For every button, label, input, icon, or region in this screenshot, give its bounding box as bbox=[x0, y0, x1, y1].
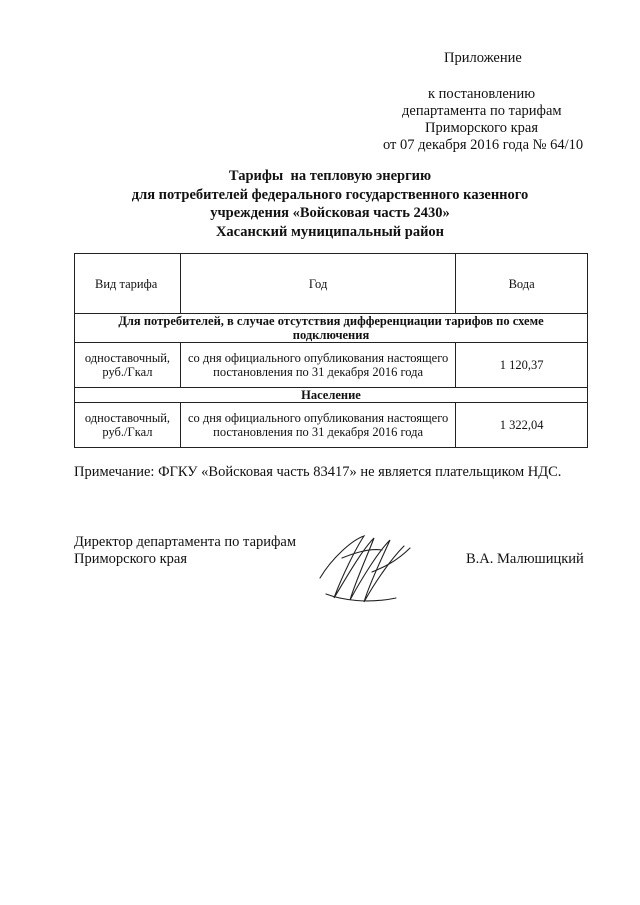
signatory-position-line-1: Директор департамента по тарифам bbox=[74, 534, 297, 550]
title-line-3: учреждения «Войсковая часть 2430» bbox=[210, 205, 450, 221]
header-year: Год bbox=[180, 254, 455, 314]
signatory-position-line-2: Приморского края bbox=[74, 551, 188, 567]
appendix-line-2: к постановлению bbox=[428, 86, 536, 102]
signatory-name: В.А. Малюшицкий bbox=[466, 551, 584, 567]
value-cell: 1 322,04 bbox=[456, 403, 588, 448]
vat-note: Примечание: ФГКУ «Войсковая часть 83417» не является плательщиком НДС. bbox=[74, 464, 562, 480]
appendix-line-1: Приложение bbox=[444, 50, 522, 66]
appendix-line-5: от 07 декабря 2016 года № 64/10 bbox=[383, 137, 584, 153]
period-cell: со дня официального опубликования настоящего постановления по 31 декабря 2016 года bbox=[180, 403, 455, 448]
table-row bbox=[75, 343, 588, 388]
appendix-line-4: Приморского края bbox=[425, 120, 539, 136]
value-cell: 1 120,37 bbox=[456, 343, 588, 388]
period-cell: со дня официального опубликования настоящего постановления по 31 декабря 2016 года bbox=[180, 343, 455, 388]
table-row bbox=[75, 403, 588, 448]
tariff-type-cell: одноставочный, руб./Гкал bbox=[75, 403, 181, 448]
appendix-line-3: департамента по тарифам bbox=[402, 103, 562, 119]
signatory-position bbox=[74, 534, 296, 568]
header-water: Вода bbox=[456, 254, 588, 314]
section-row-population bbox=[75, 388, 588, 403]
tariff-table bbox=[74, 253, 588, 448]
table-header-row bbox=[75, 254, 588, 314]
section-population-label: Население bbox=[75, 388, 588, 403]
document-title bbox=[60, 167, 600, 241]
title-line-4: Хасанский муниципальный район bbox=[215, 223, 445, 240]
handwritten-signature bbox=[312, 528, 422, 608]
section-row-general bbox=[75, 314, 588, 343]
tariff-type-cell: одноставочный, руб./Гкал bbox=[75, 343, 181, 388]
header-tariff-type: Вид тарифа bbox=[75, 254, 181, 314]
section-general-label: Для потребителей, в случае отсутствия дифференциации тарифов по схеме подключения bbox=[75, 314, 588, 343]
title-line-2: для потребителей федерального государственного казенного bbox=[131, 186, 529, 203]
title-line-1: Тарифы на тепловую энергию bbox=[228, 168, 432, 184]
